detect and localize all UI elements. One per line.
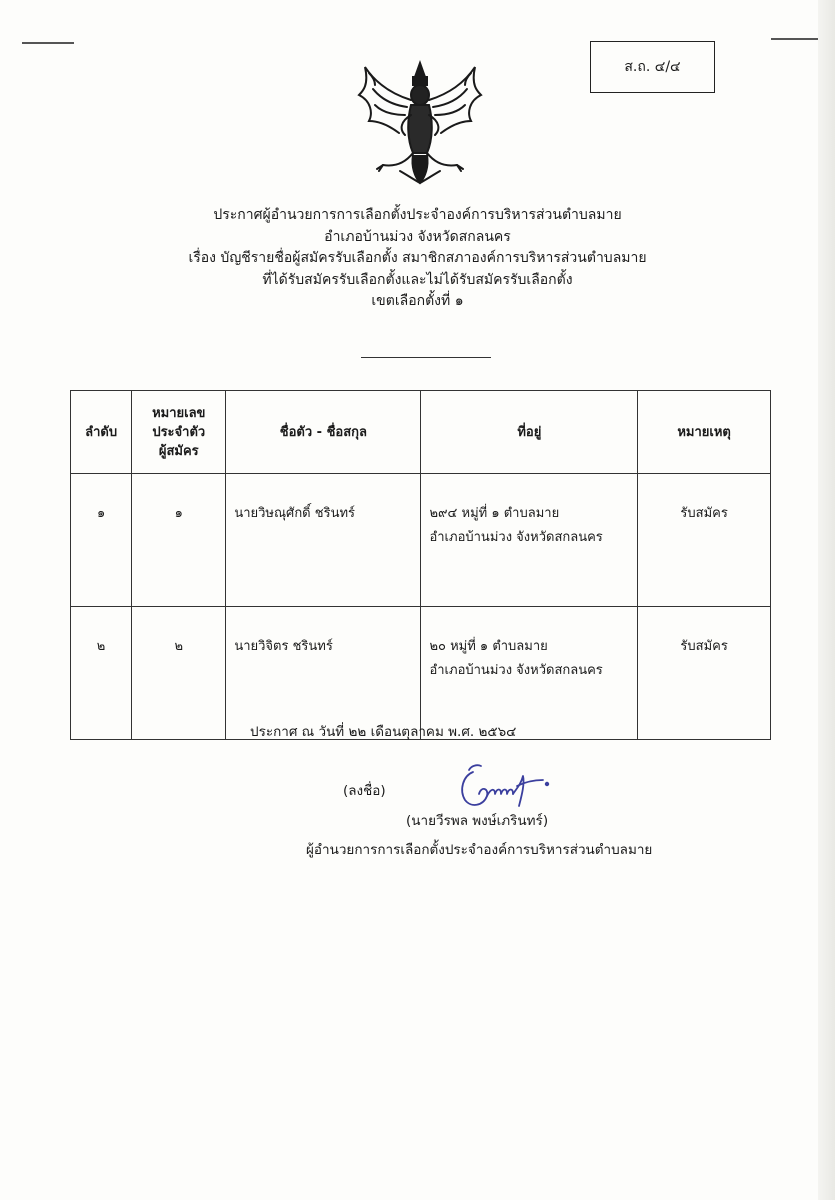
heading-line-2: อำเภอบ้านม่วง จังหวัดสกลนคร xyxy=(324,228,511,245)
row-remark: รับสมัคร xyxy=(638,474,771,607)
row-address-line-2: อำเภอบ้านม่วง จังหวัดสกลนคร xyxy=(429,663,603,678)
table-row xyxy=(71,474,771,607)
form-code-text: ส.ถ. ๔/๔ xyxy=(624,59,681,75)
header-candidate-number xyxy=(132,391,226,474)
row-address xyxy=(421,474,638,607)
header-address: ที่อยู่ xyxy=(421,391,638,474)
garuda-emblem-icon xyxy=(355,55,485,190)
row-remark: รับสมัคร xyxy=(638,607,771,740)
announcement-date: ประกาศ ณ วันที่ ๒๒ เดือนตุลาคม พ.ศ. ๒๕๖๔ xyxy=(250,724,517,740)
signer-title: ผู้อำนวยการการเลือกตั้งประจำองค์การบริหารส่วนตำบลมาย xyxy=(306,842,653,858)
table-header-row xyxy=(71,391,771,474)
heading-line-1: ประกาศผู้อำนวยการการเลือกตั้งประจำองค์การบริหารส่วนตำบลมาย xyxy=(213,207,622,223)
header-remark: หมายเหตุ xyxy=(638,391,771,474)
heading-line-3: เรื่อง บัญชีรายชื่อผู้สมัครรับเลือกตั้ง สมาชิกสภาองค์การบริหารส่วนตำบลมาย xyxy=(188,250,647,266)
row-order: ๑ xyxy=(71,474,132,607)
row-address-line-2: อำเภอบ้านม่วง จังหวัดสกลนคร xyxy=(429,530,603,545)
header-number-line-1: หมายเลข xyxy=(152,405,206,421)
scan-mark-left xyxy=(22,42,74,44)
row-name: นายวิจิตร ชรินทร์ xyxy=(226,607,421,740)
heading-divider xyxy=(361,357,491,358)
candidate-table xyxy=(70,390,771,740)
paper-edge-shadow xyxy=(818,0,835,1200)
heading-line-5: เขตเลือกตั้งที่ ๑ xyxy=(371,293,464,309)
signer-name: (นายวีรพล พงษ์เภรินทร์) xyxy=(406,813,549,829)
scan-mark-right xyxy=(771,38,821,40)
announcement-heading xyxy=(100,205,735,313)
signature-label: (ลงชื่อ) xyxy=(343,783,386,799)
handwritten-signature xyxy=(455,758,555,813)
row-candidate-number: ๒ xyxy=(132,607,226,740)
row-name: นายวิษณุศักดิ์ ชรินทร์ xyxy=(226,474,421,607)
header-number-line-3: ผู้สมัคร xyxy=(158,443,199,459)
row-candidate-number: ๑ xyxy=(132,474,226,607)
header-name: ชื่อตัว - ชื่อสกุล xyxy=(226,391,421,474)
header-order: ลำดับ xyxy=(71,391,132,474)
form-code-box xyxy=(590,41,715,93)
row-address-line-1: ๒๐ หมู่ที่ ๑ ตำบลมาย xyxy=(429,639,548,654)
heading-line-4: ที่ได้รับสมัครรับเลือกตั้งและไม่ได้รับสมัครรับเลือกตั้ง xyxy=(262,271,573,288)
header-number-line-2: ประจำตัว xyxy=(152,424,206,440)
row-order: ๒ xyxy=(71,607,132,740)
row-address-line-1: ๒๙๔ หมู่ที่ ๑ ตำบลมาย xyxy=(429,506,560,521)
